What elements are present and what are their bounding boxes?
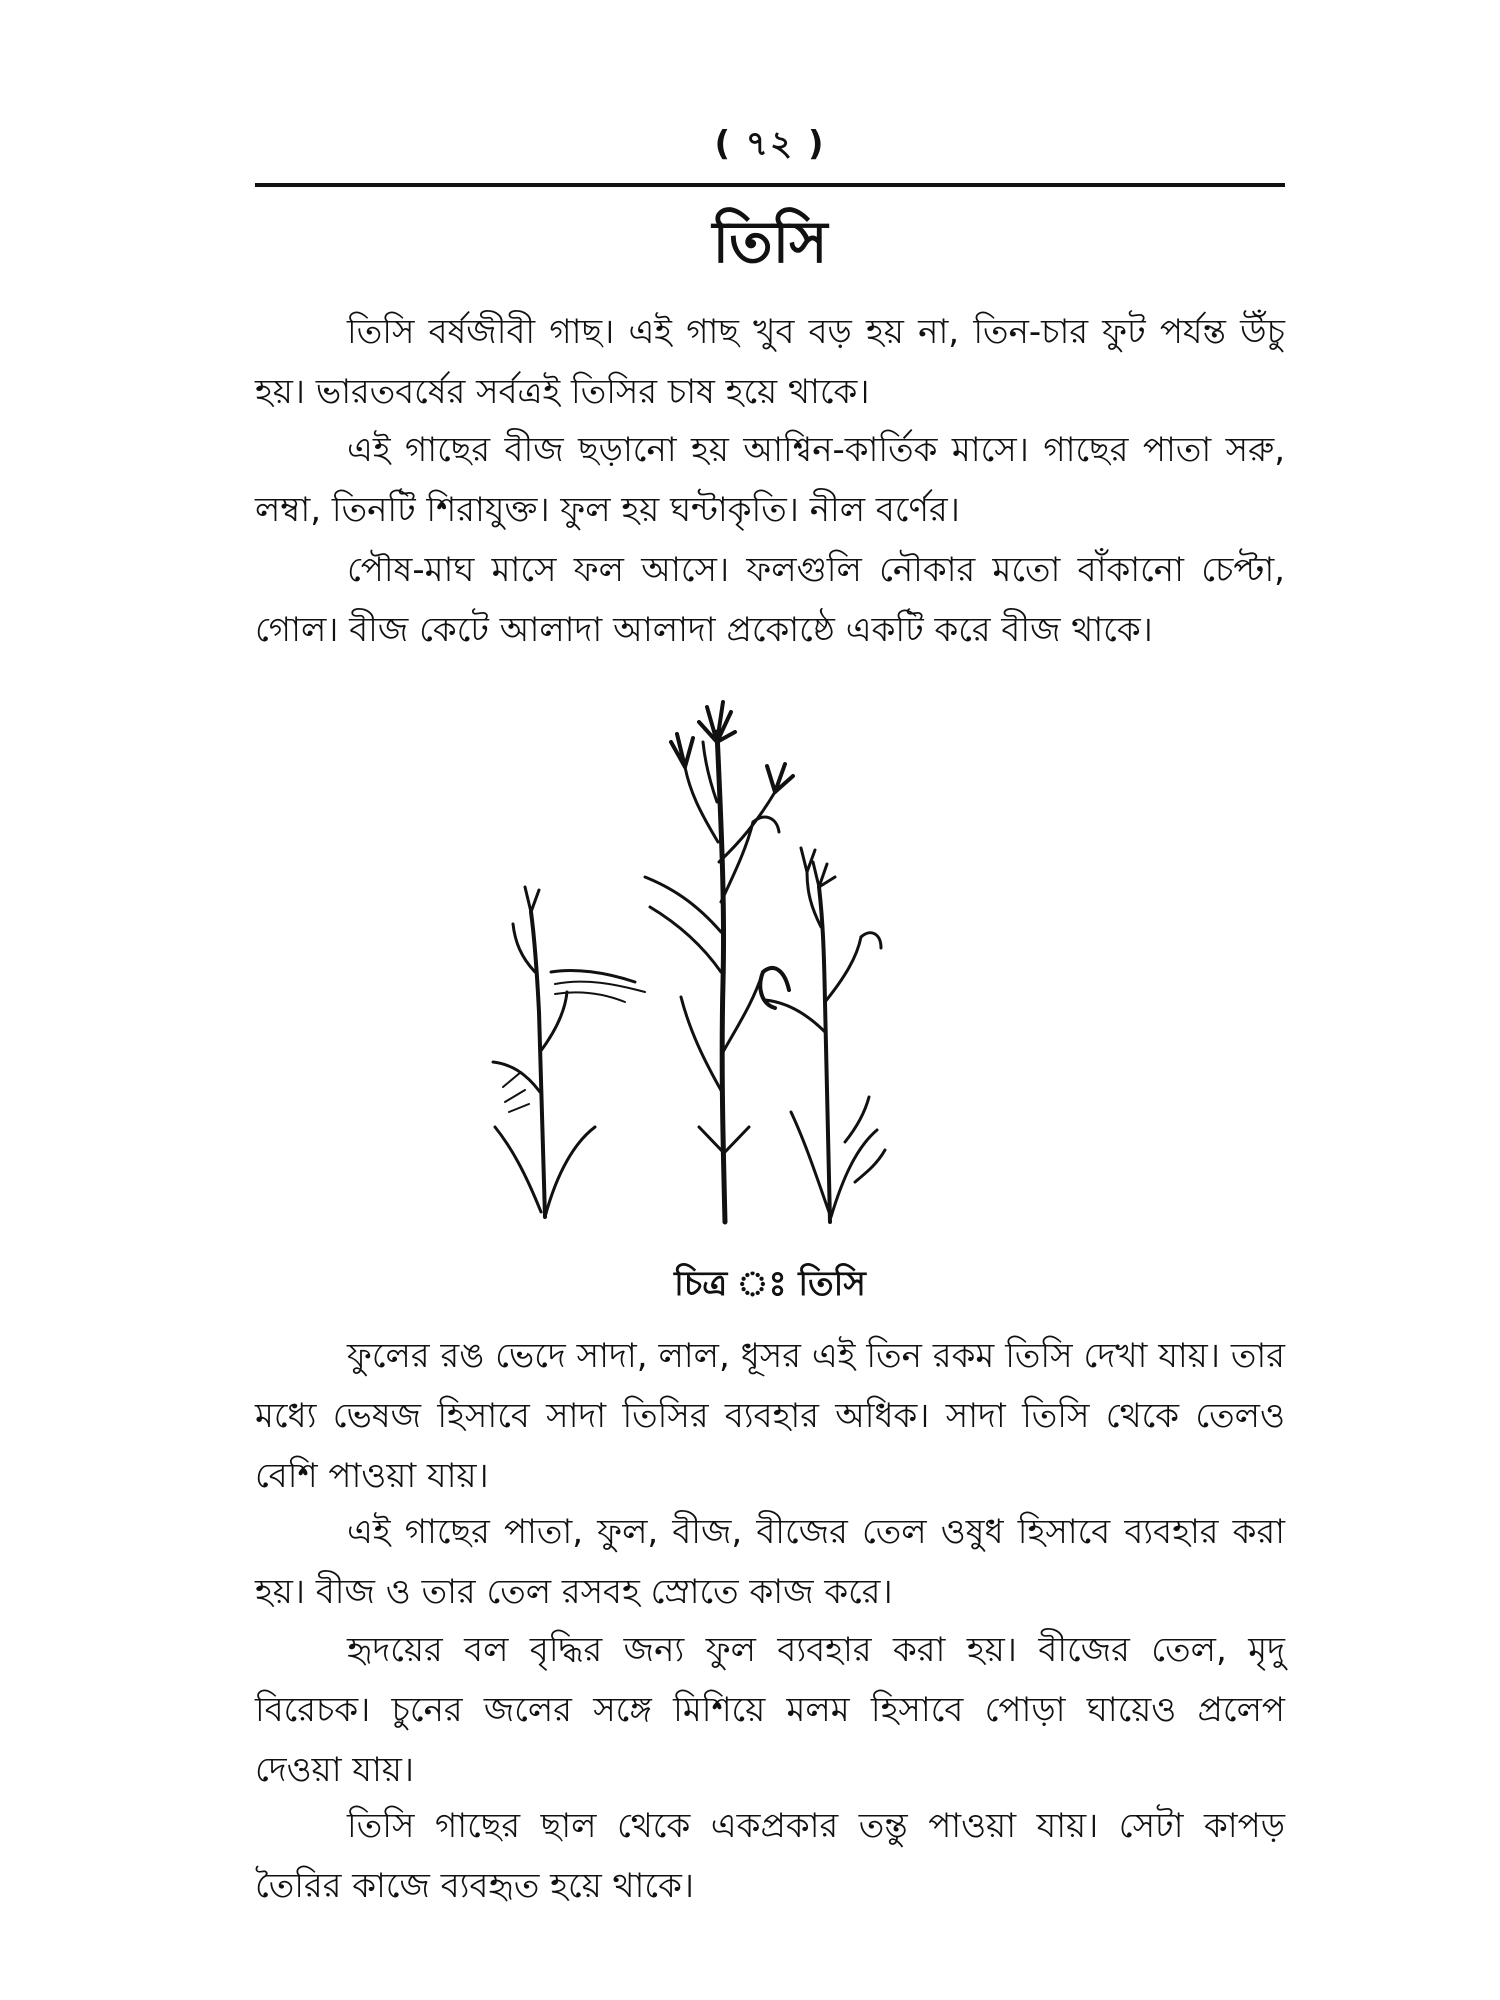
page-number: ( ৭২ ) (714, 124, 826, 164)
flax-plant-illustration (485, 672, 1045, 1232)
paragraph-1: তিসি বর্ষজীবী গাছ। এই গাছ খুব বড় হয় না, তিন-চার ফুট পর্যন্ত উঁচু হয়। ভারতবর্ষের সর্বত্রই তিসির চাষ হয়ে থাকে। (255, 312, 1285, 412)
flax-plant-drawing (485, 672, 1045, 1232)
right-plant (765, 848, 885, 1222)
paragraph-5: এই গাছের পাতা, ফুল, বীজ, বীজের তেল ওষুধ হিসাবে ব্যবহার করা হয়। বীজ ও তার তেল রসবহ স্রোতে কাজ করে। (255, 1512, 1285, 1612)
paragraph-3: পৌষ-মাঘ মাসে ফল আসে। ফলগুলি নৌকার মতো বাঁকানো চেপ্টা, গোল। বীজ কেটে আলাদা আলাদা প্রকোষ্ঠে একটি করে বীজ থাকে। (255, 550, 1285, 650)
paragraph-2: এই গাছের বীজ ছড়ানো হয় আশ্বিন-কার্তিক মাসে। গাছের পাতা সরু, লম্বা, তিনটি শিরাযুক্ত। ফুল হয় ঘন্টাকৃতি। নীল বর্ণের। (255, 430, 1285, 530)
book-page (255, 0, 1285, 2000)
paragraph-4: ফুলের রঙ ভেদে সাদা, লাল, ধূসর এই তিন রকম তিসি দেখা যায়। তার মধ্যে ভেষজ হিসাবে সাদা তিসির ব্যবহার অধিক। সাদা তিসি থেকে তেলও বেশি পাওয়া যায়। (255, 1336, 1285, 1496)
figure-caption: চিত্র ঃ তিসি (674, 1264, 866, 1304)
header-rule (255, 183, 1285, 187)
center-plant (645, 702, 793, 1222)
left-plant (493, 887, 645, 1217)
chapter-title: তিসি (712, 208, 828, 276)
paragraph-7: তিসি গাছের ছাল থেকে একপ্রকার তন্তু পাওয়া যায়। সেটা কাপড় তৈরির কাজে ব্যবহৃত হয়ে থাকে। (255, 1806, 1285, 1906)
paragraph-6: হৃদয়ের বল বৃদ্ধির জন্য ফুল ব্যবহার করা হয়। বীজের তেল, মৃদু বিরেচক। চুনের জলের সঙ্গে মিশিয়ে মলম হিসাবে পোড়া ঘায়েও প্রলেপ দেওয়া যায়। (255, 1630, 1285, 1790)
